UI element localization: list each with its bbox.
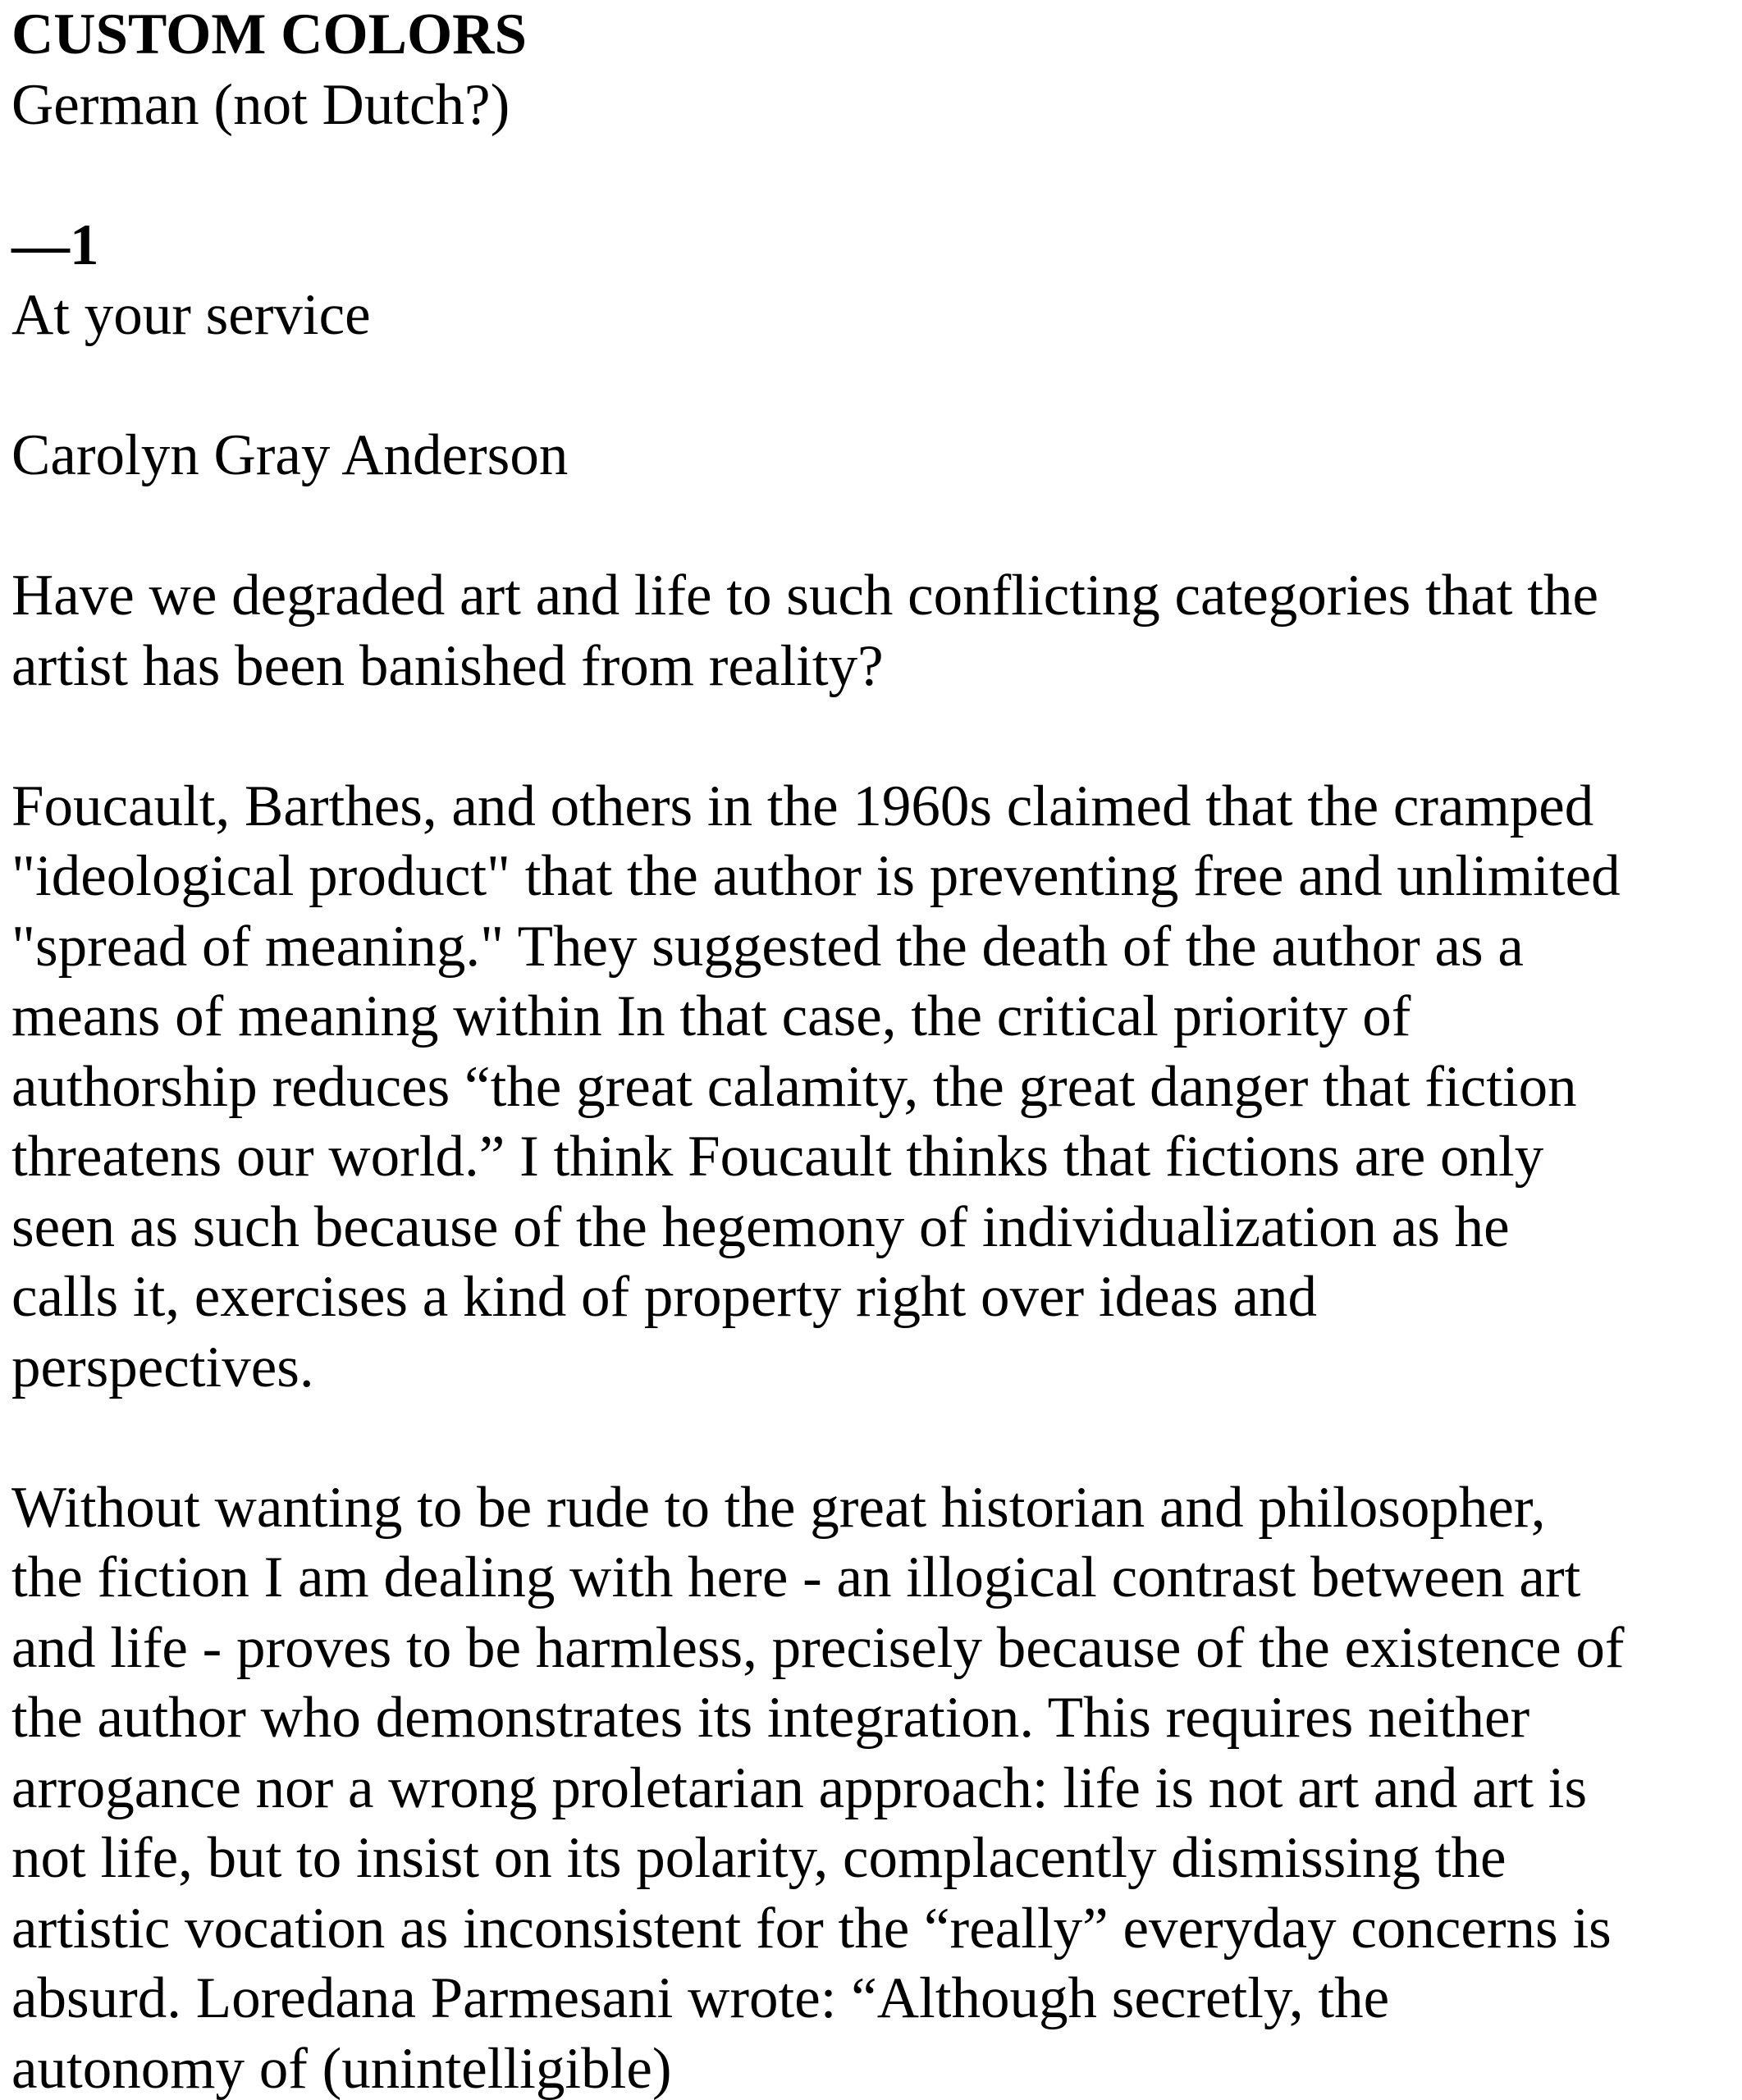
- paragraph-line: authorship reduces “the great calamity, the great danger that fiction: [11, 1054, 1577, 1119]
- paragraph-line: Have we degraded art and life to such conflicting categories that the: [11, 564, 1598, 628]
- paragraph-1: [11, 561, 1731, 701]
- paragraph-line: autonomy of (unintelligible): [11, 2036, 672, 2100]
- section-marker: —1: [11, 212, 99, 277]
- paragraph-line: Without wanting to be rude to the great historian and philosopher,: [11, 1475, 1546, 1540]
- section-title: At your service: [11, 283, 371, 347]
- paragraph-line: means of meaning within In that case, the critical priority of: [11, 984, 1411, 1048]
- paragraph-line: "spread of meaning." They suggested the death of the author as a: [11, 914, 1524, 979]
- paragraph-line: absurd. Loredana Parmesani wrote: “Although secretly, the: [11, 1966, 1390, 2030]
- paragraph-line: not life, but to insist on its polarity, complacently dismissing the: [11, 1826, 1507, 1890]
- paragraph-line: and life - proves to be harmless, precisely because of the existence of: [11, 1615, 1625, 1680]
- paragraph-line: threatens our world.” I think Foucault thinks that fictions are only: [11, 1125, 1544, 1189]
- paragraph-line: Foucault, Barthes, and others in the 1960s claimed that the cramped: [11, 774, 1594, 838]
- document-subtitle: German (not Dutch?): [11, 72, 510, 137]
- paragraph-3: [11, 1473, 1731, 2100]
- paragraph-line: the fiction I am dealing with here - an illogical contrast between art: [11, 1545, 1581, 1609]
- paragraph-line: calls it, exercises a kind of property right over ideas and: [11, 1265, 1318, 1329]
- document-title: CUSTOM COLORS: [11, 2, 527, 66]
- paragraph-2: [11, 772, 1731, 1404]
- paragraph-line: artistic vocation as inconsistent for the “really” everyday concerns is: [11, 1896, 1612, 1961]
- paragraph-line: artist has been banished from reality?: [11, 633, 884, 698]
- paragraph-line: "ideological product" that the author is preventing free and unlimited: [11, 844, 1621, 908]
- paragraph-line: arrogance nor a wrong proletarian approach: life is not art and art is: [11, 1755, 1588, 1820]
- paragraph-line: seen as such because of the hegemony of individualization as he: [11, 1194, 1510, 1259]
- author-name: Carolyn Gray Anderson: [11, 423, 569, 487]
- spacer: [11, 351, 1731, 422]
- spacer: [11, 1403, 1731, 1473]
- paragraph-line: the author who demonstrates its integration. This requires neither: [11, 1686, 1530, 1750]
- spacer: [11, 701, 1731, 772]
- paragraph-line: perspectives.: [11, 1335, 314, 1399]
- spacer: [11, 491, 1731, 562]
- spacer: [11, 140, 1731, 211]
